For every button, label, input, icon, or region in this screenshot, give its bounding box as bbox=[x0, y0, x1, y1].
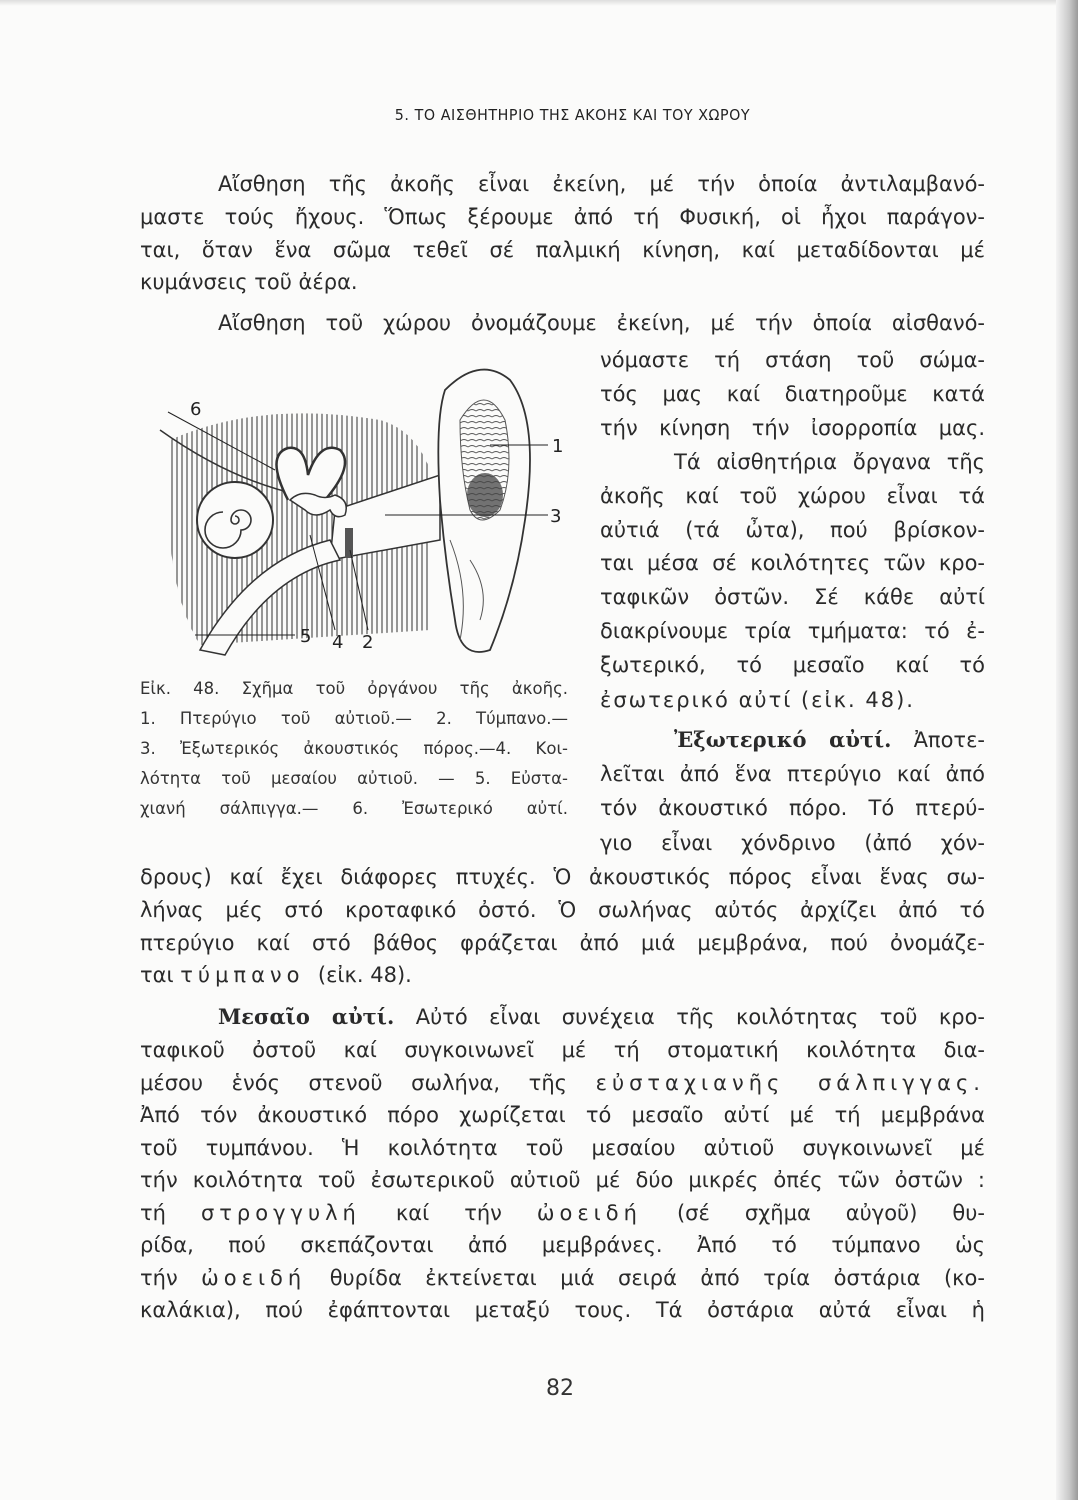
caption-line: Εἰκ. 48. Σχῆμα τοῦ ὀργάνου τῆς ἀκοῆς. bbox=[140, 679, 568, 698]
middle-ear-subheading: Μεσαῖο αὐτί. bbox=[218, 1004, 395, 1029]
text-line: λήνας μές στό κροταφικό ὀστό. Ὁ σωλήνας αὐτός ἀρχίζει ἀπό τό bbox=[140, 898, 985, 922]
spaced-term: εὐσταχιανῆς σάλπιγγας. bbox=[595, 1071, 985, 1095]
text-line: ξωτερικό, τό μεσαῖο καί τό bbox=[600, 653, 985, 677]
ear-diagram bbox=[140, 360, 580, 670]
text-line: τήν κίνηση τήν ἰσορροπία μας. bbox=[600, 416, 985, 440]
text-line: γιο εἶναι χόνδρινο (ἀπό χόν- bbox=[600, 831, 985, 855]
text-line bbox=[140, 1069, 985, 1097]
text-line bbox=[140, 1264, 985, 1292]
section-heading: 5. ΤΟ ΑΙΣΘΗΤΗΡΙΟ ΤΗΣ ΑΚΟΗΣ ΚΑΙ ΤΟΥ ΧΩΡΟΥ bbox=[394, 106, 751, 124]
text-line: ρίδα, πού σκεπάζονται ἀπό μεμβράνες. Ἀπό τό τύμπανο ὡς bbox=[140, 1233, 985, 1257]
text-line bbox=[218, 1003, 985, 1031]
text-line: μαστε τούς ἤχους. Ὅπως ξέρουμε ἀπό τή Φυσική, οἱ ἦχοι παράγον- bbox=[140, 205, 985, 229]
figure-label-2: 2 bbox=[362, 632, 374, 653]
text-line: Τά αἰσθητήρια ὄργανα τῆς bbox=[674, 450, 985, 474]
scan-page-edge bbox=[1056, 0, 1078, 1500]
text-span: ται bbox=[140, 963, 174, 987]
text-line bbox=[674, 726, 985, 754]
text-line: τήν κοιλότητα τοῦ ἐσωτερικοῦ αὐτιοῦ μέ δύο μικρές ὀπές τῶν ὀστῶν : bbox=[140, 1168, 985, 1192]
figure-label-5: 5 bbox=[300, 626, 312, 647]
text-line: Αἴσθηση τοῦ χώρου ὀνομάζουμε ἐκείνη, μέ τήν ὁποία αἰσθανό- bbox=[218, 311, 985, 335]
text-span: μέσου ἑνός στενοῦ σωλήνα, τῆς bbox=[140, 1071, 567, 1095]
text-line: τοῦ τυμπάνου. Ἡ κοιλότητα τοῦ μεσαίου αὐτιοῦ συγκοινωνεῖ μέ bbox=[140, 1136, 985, 1160]
text-line: Ἀπό τόν ἀκουστικό πόρο χωρίζεται τό μεσαῖο αὐτί μέ τή μεμβράνα bbox=[140, 1103, 985, 1127]
text-line: διακρίνουμε τρία τμήματα: τό ἐ- bbox=[600, 619, 985, 643]
text-span: (σέ σχῆμα αὐγοῦ) θυ- bbox=[676, 1201, 985, 1225]
caption-line: λότητα τοῦ μεσαίου αὐτιοῦ. — 5. Εὐστα- bbox=[140, 769, 568, 788]
text-line: νόμαστε τή στάση τοῦ σώμα- bbox=[600, 348, 985, 372]
text-line: κυμάνσεις τοῦ ἀέρα. bbox=[140, 270, 358, 294]
text-line: ται μέσα σέ κοιλότητες τῶν κρο- bbox=[600, 551, 985, 575]
outer-ear-subheading: Ἐξωτερικό αὐτί. bbox=[674, 727, 892, 752]
spaced-term: ὠοειδή bbox=[536, 1201, 642, 1225]
concha bbox=[467, 473, 503, 517]
text-line: ταφικοῦ ὀστοῦ καί συγκοινωνεῖ μέ τή στοματική κοιλότητα δια- bbox=[140, 1038, 985, 1062]
text-line: πτερύγιο καί στό βάθος φράζεται ἀπό μιά μεμβράνα, πού ὀνομάζε- bbox=[140, 931, 985, 955]
text-line: τός μας καί διατηροῦμε κατά bbox=[600, 382, 985, 406]
page-number: 82 bbox=[546, 1376, 574, 1401]
caption-line: χιανή σάλπιγγα.— 6. Ἐσωτερικό αὐτί. bbox=[140, 799, 568, 818]
spaced-term: τύμπανο bbox=[180, 963, 305, 987]
caption-line: 1. Πτερύγιο τοῦ αὐτιοῦ.— 2. Τύμπανο.— bbox=[140, 709, 568, 728]
text-line: αὐτιά (τά ὦτα), πού βρίσκον- bbox=[600, 518, 985, 542]
figure-label-1: 1 bbox=[552, 436, 564, 457]
text-line: ἀκοῆς καί τοῦ χώρου εἶναι τά bbox=[600, 484, 985, 508]
figure-label-6: 6 bbox=[190, 399, 202, 420]
text-span: Ἀποτε- bbox=[913, 728, 985, 752]
text-span: (εἰκ. 48). bbox=[317, 963, 412, 987]
text-span: τήν bbox=[140, 1266, 178, 1290]
text-line bbox=[140, 961, 985, 989]
caption-line: 3. Ἐξωτερικός ἀκουστικός πόρος.—4. Κοι- bbox=[140, 739, 568, 758]
text-line: Αἴσθηση τῆς ἀκοῆς εἶναι ἐκείνη, μέ τήν ὁποία ἀντιλαμβανό- bbox=[218, 172, 985, 196]
text-span: τή bbox=[140, 1201, 166, 1225]
text-span: θυρίδα ἐκτείνεται μιά σειρά ἀπό τρία ὀστάρια (κο- bbox=[329, 1266, 985, 1290]
text-line: λεῖται ἀπό ἕνα πτερύγιο καί ἀπό bbox=[600, 762, 985, 786]
eardrum bbox=[345, 528, 353, 558]
text-span: καί τήν bbox=[395, 1201, 502, 1225]
text-span: Αὐτό εἶναι συνέχεια τῆς κοιλότητας τοῦ κρο- bbox=[415, 1005, 985, 1029]
figure-label-4: 4 bbox=[332, 632, 344, 653]
text-line: τόν ἀκουστικό πόρο. Τό πτερύ- bbox=[600, 796, 985, 820]
text-line: ταφικῶν ὀστῶν. Σέ κάθε αὐτί bbox=[600, 585, 985, 609]
text-line: δρους) καί ἔχει διάφορες πτυχές. Ὁ ἀκουστικός πόρος εἶναι ἕνας σω- bbox=[140, 865, 985, 889]
text-line: ἐσωτερικό αὐτί (εἰκ. 48). bbox=[600, 688, 915, 712]
scan-top-edge bbox=[0, 0, 1078, 6]
text-line: καλάκια), πού ἐφάπτονται μεταξύ τους. Τά ὀστάρια αὐτά εἶναι ἡ bbox=[140, 1298, 985, 1322]
text-line: ται, ὅταν ἕνα σῶμα τεθεῖ σέ παλμική κίνηση, καί μεταδίδονται μέ bbox=[140, 238, 985, 262]
spaced-term: στρογγυλή bbox=[200, 1201, 361, 1225]
text-line bbox=[140, 1199, 985, 1227]
spaced-term: ὠοειδή bbox=[201, 1266, 307, 1290]
figure-label-3: 3 bbox=[550, 506, 562, 527]
